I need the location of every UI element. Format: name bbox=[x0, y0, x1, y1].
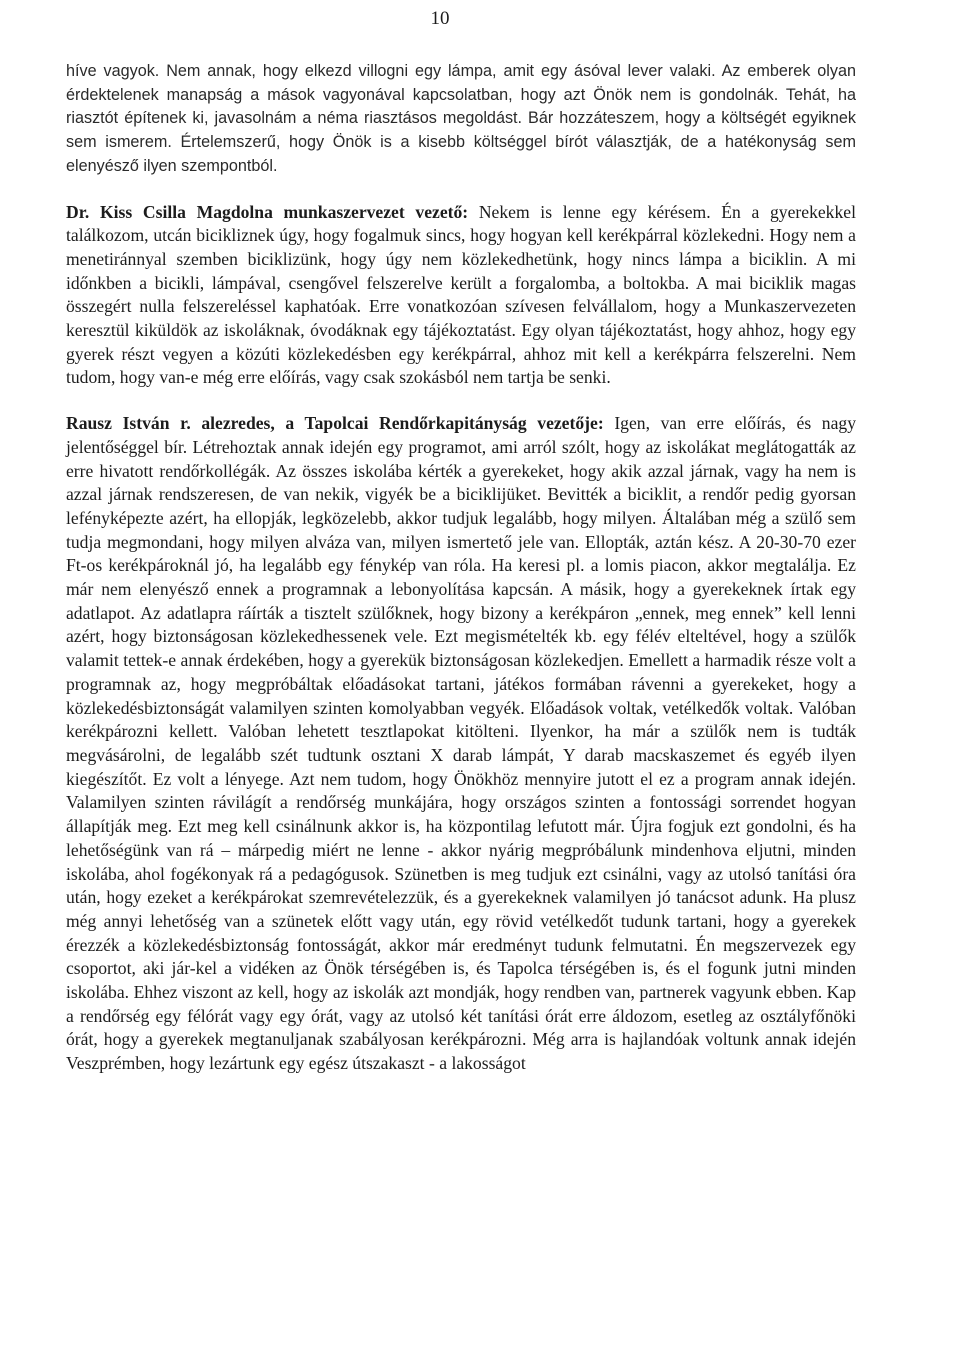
paragraph-rausz-istvan bbox=[66, 412, 856, 1076]
page-number: 10 bbox=[430, 8, 450, 29]
paragraph-continuation bbox=[66, 60, 856, 179]
paragraph-text: Igen, van erre előírás, és nagy jelentőséggel bír. Létrehoztak annak idején egy programot, ami arról szólt, hogy az iskolákat meglátogatták az erre hivatott rendőrkollégák. Az összes iskolába kérték a gyerekeket, hogy akik azzal járnak, vagy ha nem is azzal járnak rendszeresen, de van nekik, vigyék be a biciklijüket. Bevitték a biciklit, a rendőr pedig gyorsan lefényképezte azért, ha ellopják, legközelebb, akkor tudjuk legalább, hogy milyen. Általában még a szülő sem tudja megmondani, hogy milyen alváza van, milyen ismertető jele van. Ellopták, aztán kész. A 20-30-70 ezer Ft-os kerékpároknál jó, ha legalább egy fénykép van róla. Ha keresi pl. a lomis piacon, akkor megtalálja. Ez már nem elenyésző ennek a programnak a lebonyolítása kapcsán. A másik, hogy a gyerekeknek írtak egy adatlapot. Az adatlapra ráírták a tisztelt szülőknek, hogy bizony a kerékpáron „ennek, meg ennek” kell lenni azért, hogy biztonságosan közlekedhessenek vele. Ezt megismételték kb. egy félév elteltével, hogy a szülők valamit tettek-e annak érdekében, hogy a gyerekük biztonságosan közlekedjen. Emellett a harmadik része volt a programnak az, hogy megpróbáltak előadásokat tartani, játékos formában rávenni a gyerekeket, hogy a közlekedésbiztonságát valamilyen szinten komolyabban vegyék. Előadások voltak, vetélkedők voltak. Valóban kerékpározni kellett. Valóban lehetett tesztlapokat kitölteni. Ilyenkor, ha már a szülők nem is tudták megvásárolni, de legalább szét tudtunk osztani X darab lámpát, Y darab macskaszemet és egyéb ilyen kiegészítőt. Ez volt a lényege. Azt nem tudom, hogy Önökhöz mennyire jutott el ez a program annak idején. Valamilyen szinten rávilágít a rendőrség munkájára, hogy országos szinten a fontossági sorrendet hogyan állapítják meg. Ezt meg kell csinálnunk akkor is, ha központilag lefutott már. Újra fogjuk ezt gondolni, és ha lehetőségünk van rá – márpedig miért ne lenne - akkor nyárig megpróbálunk mindenhova eljutni, minden iskolába, ahol fogékonyak rá a pedagógusok. Szünetben is meg tudjuk ezt csinálni, vagy az utolsó tanítási óra után, hogy ezeket a kerékpárokat szemrevételezzük, és a gyerekeknek valamilyen jó tanácsot adunk. Ha plusz még annyi lehetőség van a szünetek előtt vagy után, egy rövid vetélkedőt tudunk tartani, hogy a gyerekek érezzék a közlekedésbiztonság fontosságát, akkor már eredményt tudunk felmutatni. Én megszervezek egy csoportot, aki jár-kel a vidéken az Önök térségében is, és Tapolca térségében is, és el fogunk jutni minden iskolába. Ehhez viszont az kell, hogy az iskolák azt mondják, hogy rendben van, partnerek vagyunk ebben. Kap a rendőrség egy félórát vagy egy órát, vagy az utolsó két tanítási órát erre áldozom, esetleg az osztályfőnöki órát, hogy a gyerekek megtanuljanak szabályosan kerékpározni. Még arra is hajlandóak voltunk annak idején Veszprémben, hogy lezártunk egy egész útszakaszt - a lakosságot bbox=[66, 413, 856, 1074]
paragraph-text: híve vagyok. Nem annak, hogy elkezd villogni egy lámpa, amit egy ásóval lever valaki. Az emberek olyan érdektelenek manapság a mások vagyonával kapcsolatban, hogy azt Önök nem is gondolnák. Tehát, ha riasztót építenek ki, javasolnám a néma riasztásos megoldást. Bár hozzáteszem, hogy a költségét egyiknek sem ismerem. Értelemszerű, hogy Önök is a kisebb költséggel bírót választják, de a hatékonyság sem elenyésző ilyen szempontból. bbox=[66, 62, 856, 175]
speaker-name: Dr. Kiss Csilla Magdolna munkaszervezet vezető: bbox=[66, 201, 469, 222]
document-body bbox=[66, 60, 856, 1076]
speaker-name: Rausz István r. alezredes, a Tapolcai Rendőrkapitányság vezetője: bbox=[66, 413, 604, 434]
paragraph-text: Nekem is lenne egy kérésem. Én a gyerekekkel találkozom, utcán bicikliznek úgy, hogy fogalmuk sincs, hogy hogyan kell kerékpárral közlekedni. Hogy nem a menetiránnyal szemben biciklizünk, hogy úgy nem közlekedhetünk, hogy nincs lámpa a biciklin. A mi időnkben a bicikli, lámpával, csengővel felszerelve került a forgalomba, a boltokba. A mai biciklik magas összegért nulla felszereléssel kaphatóak. Erre vonatkozóan szívesen felvállalom, hogy a Munkaszervezeten keresztül kiküldök az iskoláknak, óvodáknak egy tájékoztatást. Egy olyan tájékoztatást, hogy ahhoz, hogy egy gyerek részt vegyen a közúti közlekedésben egy kerékpárral, ahhoz mit kell a kerékpárra felszerelni. Nem tudom, hogy van-e még erre előírás, vagy csak szokásból nem tartja be senki. bbox=[66, 201, 856, 388]
paragraph-kiss-csilla bbox=[66, 201, 856, 391]
